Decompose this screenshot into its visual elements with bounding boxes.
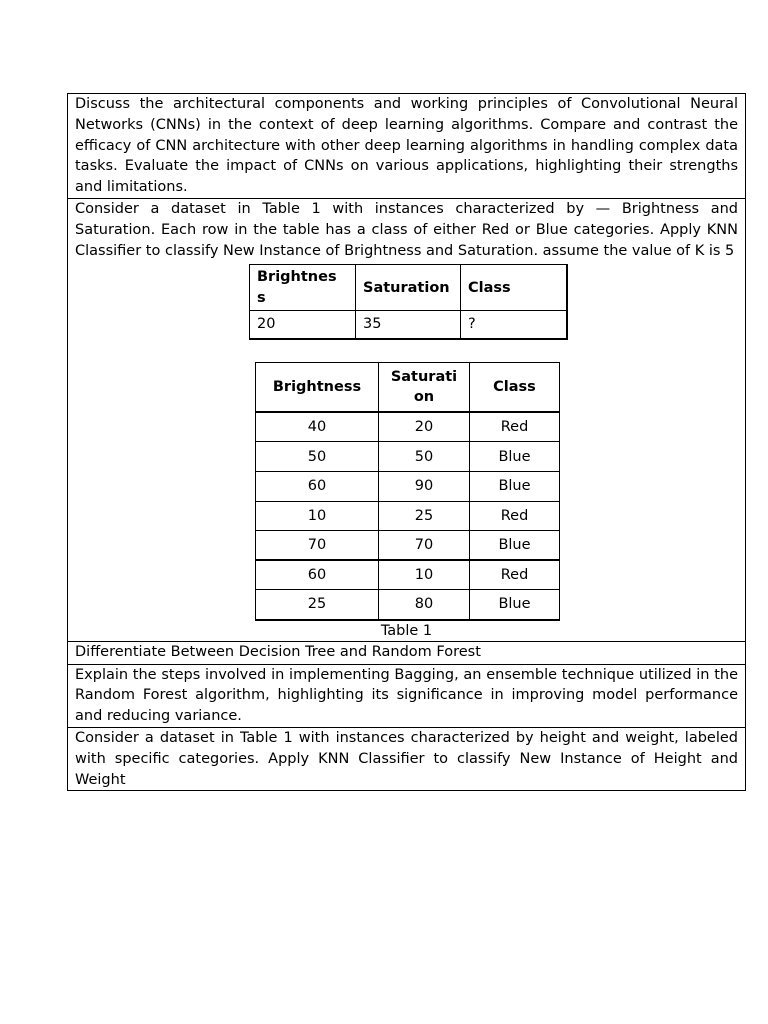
table-caption: Table 1: [380, 622, 433, 639]
cell-class: Red: [470, 560, 560, 590]
new-instance-saturation-value: 35: [356, 311, 461, 339]
cell-class: Blue: [470, 472, 560, 502]
cell-brightness: 60: [256, 472, 379, 502]
dataset-header-saturation-a: Saturati: [390, 368, 458, 385]
new-instance-header-saturation: Saturation: [356, 265, 461, 311]
cell-class: Blue: [470, 531, 560, 561]
new-instance-class-value: ?: [461, 311, 567, 339]
cell-brightness: 25: [256, 590, 379, 620]
new-instance-header-brightness: [250, 265, 356, 311]
cell-saturation: 10: [379, 560, 470, 590]
cell-brightness: 70: [256, 531, 379, 561]
dataset-header-class: Class: [470, 362, 560, 412]
cell-class: Blue: [470, 590, 560, 620]
table-row: [256, 501, 560, 531]
table-row: [256, 442, 560, 472]
cell-brightness: 10: [256, 501, 379, 531]
cell-brightness: 50: [256, 442, 379, 472]
table-row: [256, 472, 560, 502]
dataset-table: [255, 362, 560, 621]
question-bagging: [68, 664, 746, 727]
cell-class: Red: [470, 412, 560, 442]
question-table: [67, 93, 746, 791]
question-knn-brightness: [68, 199, 746, 642]
cell-saturation: 70: [379, 531, 470, 561]
cell-class: Red: [470, 501, 560, 531]
cell-saturation: 90: [379, 472, 470, 502]
dataset-header-saturation-b: on: [413, 389, 435, 406]
new-instance-brightness-value: 20: [250, 311, 356, 339]
table-row: [256, 590, 560, 620]
cell-saturation: 80: [379, 590, 470, 620]
question-knn-brightness-text: Consider a dataset in Table 1 with instances characterized by — Brightness and Saturation. Each row in the table has a class of either Red or Blue categories. Apply KNN Classifier to classify New Instance of Brightness and Saturation. assume the value of K is 5: [75, 201, 738, 259]
new-instance-header-brightness-a: Brightnes: [257, 269, 337, 286]
dataset-header-brightness: Brightness: [256, 362, 379, 412]
question-decision-tree-text: Differentiate Between Decision Tree and Random Forest: [75, 643, 481, 660]
cell-brightness: 60: [256, 560, 379, 590]
table-row: [256, 412, 560, 442]
new-instance-header-brightness-b: s: [257, 289, 266, 306]
new-instance-header-class: Class: [461, 265, 567, 311]
cell-saturation: 20: [379, 412, 470, 442]
cell-saturation: 50: [379, 442, 470, 472]
table-row: [256, 560, 560, 590]
dataset-header-saturation: [379, 362, 470, 412]
question-decision-tree: [68, 641, 746, 664]
question-knn-height-text: Consider a dataset in Table 1 with instances characterized by height and weight, labeled with specific categories. Apply KNN Classifier to classify New Instance of Height and Weight: [75, 729, 738, 788]
cell-saturation: 25: [379, 501, 470, 531]
question-knn-height: [68, 727, 746, 790]
new-instance-table: [249, 264, 568, 340]
question-cnn: [68, 94, 746, 199]
cell-brightness: 40: [256, 412, 379, 442]
question-bagging-text: Explain the steps involved in implementing Bagging, an ensemble technique utilized in the Random Forest algorithm, highlighting its significance in improving model performance and reducing variance.: [75, 666, 738, 725]
question-cnn-text: Discuss the architectural components and working principles of Convolutional Neural Networks (CNNs) in the context of deep learning algorithms. Compare and contrast the efficacy of CNN architecture with other deep learning algorithms in handling complex data tasks. Evaluate the impact of CNNs on various applications, highlighting their strengths and limitations.: [75, 96, 738, 196]
table-row: [256, 531, 560, 561]
cell-class: Blue: [470, 442, 560, 472]
